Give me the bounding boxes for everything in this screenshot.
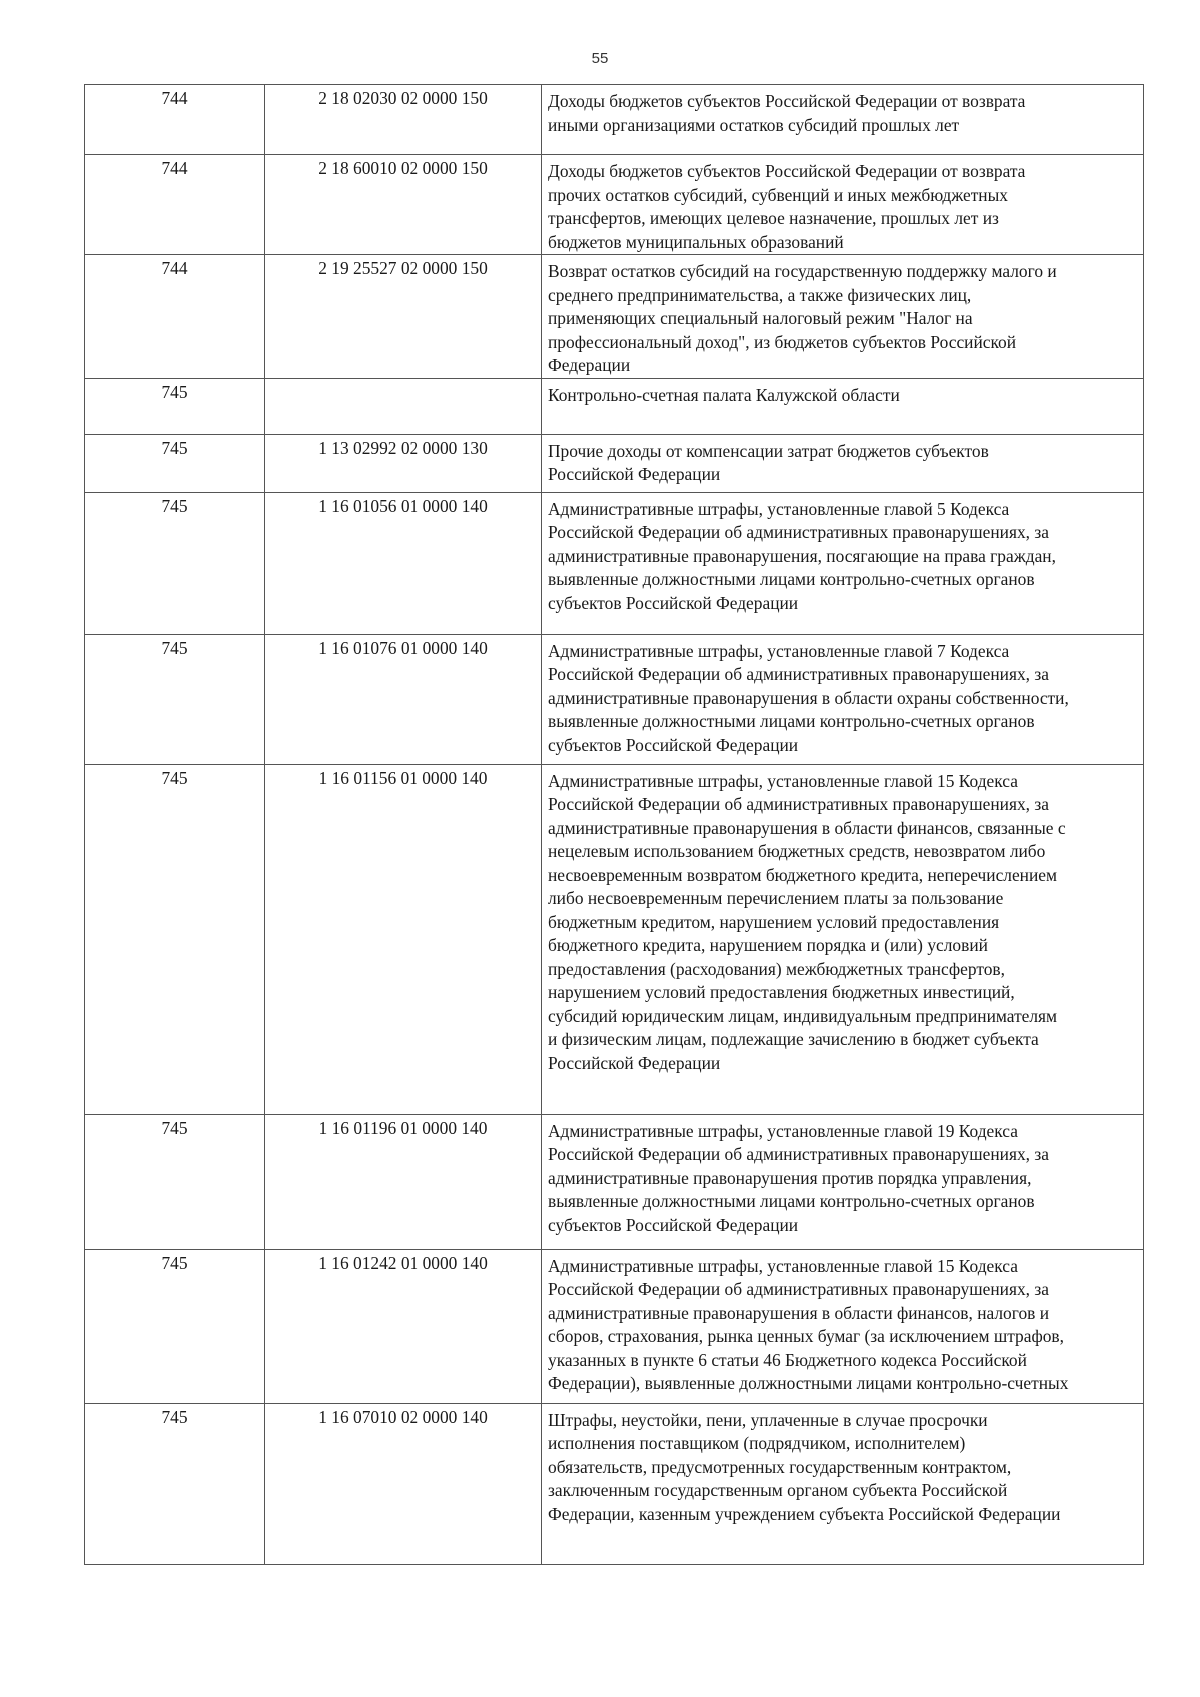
revenue-name-cell xyxy=(542,155,1144,255)
budget-code-cell: 1 16 01242 01 0000 140 xyxy=(265,1249,542,1403)
budget-code-cell: 2 19 25527 02 0000 150 xyxy=(265,255,542,379)
admin-code-cell: 745 xyxy=(85,492,265,634)
revenue-name-text: Административные штрафы, установленные главой 19 Кодекса Российской Федерации об административных правонарушениях, за административные правонарушения против порядка управления, выявленные должностными лицами контрольно-счетных органов субъектов Российской Федерации xyxy=(548,1120,1049,1235)
table-row xyxy=(85,85,1144,155)
budget-code-cell: 1 13 02992 02 0000 130 xyxy=(265,434,542,492)
revenue-name-text: Доходы бюджетов субъектов Российской Федерации от возврата прочих остатков субсидий, субвенций и иных межбюджетных трансфертов, имеющих целевое назначение, прошлых лет из бюджетов муниципальных образований xyxy=(548,161,1026,252)
budget-code-cell: 1 16 07010 02 0000 140 xyxy=(265,1403,542,1564)
admin-code-cell: 744 xyxy=(85,85,265,155)
revenue-name-text: Контрольно-счетная палата Калужской области xyxy=(548,384,900,405)
revenue-name-text: Доходы бюджетов субъектов Российской Федерации от возврата иными организациями остатков субсидий прошлых лет xyxy=(548,91,1026,135)
table-row xyxy=(85,1249,1144,1403)
budget-code-cell: 2 18 02030 02 0000 150 xyxy=(265,85,542,155)
table-row xyxy=(85,155,1144,255)
table-row xyxy=(85,378,1144,434)
admin-code-cell: 745 xyxy=(85,1114,265,1249)
admin-code-cell: 745 xyxy=(85,1403,265,1564)
revenue-name-text: Административные штрафы, установленные главой 5 Кодекса Российской Федерации об административных правонарушениях, за административные правонарушения, посягающие на права граждан, выявленные должностными лицами контрольно-счетных органов субъектов Российской Федерации xyxy=(548,498,1056,613)
revenue-name-cell xyxy=(542,1114,1144,1249)
revenue-name-cell xyxy=(542,255,1144,379)
revenue-name-cell xyxy=(542,1249,1144,1403)
table-row xyxy=(85,1403,1144,1564)
revenue-name-cell xyxy=(542,492,1144,634)
revenue-name-cell xyxy=(542,434,1144,492)
revenue-name-text: Административные штрафы, установленные главой 7 Кодекса Российской Федерации об административных правонарушениях, за административные правонарушения в области охраны собственности, выявленные должностными лицами контрольно-счетных органов субъектов Российской Федерации xyxy=(548,640,1069,755)
admin-code-cell: 744 xyxy=(85,155,265,255)
table-row xyxy=(85,1114,1144,1249)
revenue-name-cell xyxy=(542,85,1144,155)
table-row xyxy=(85,434,1144,492)
admin-code-cell: 745 xyxy=(85,1249,265,1403)
budget-code-cell xyxy=(265,378,542,434)
budget-code-cell: 1 16 01076 01 0000 140 xyxy=(265,634,542,764)
revenue-name-cell xyxy=(542,378,1144,434)
table-row xyxy=(85,634,1144,764)
revenue-name-cell xyxy=(542,764,1144,1114)
revenue-name-text: Прочие доходы от компенсации затрат бюджетов субъектов Российской Федерации xyxy=(548,440,989,484)
revenue-name-text: Возврат остатков субсидий на государственную поддержку малого и среднего предпринимательства, а также физических лиц, применяющих специальный налоговый режим "Налог на профессиональный доход", из бюджетов субъектов Российской Федерации xyxy=(548,261,1057,375)
table-row xyxy=(85,764,1144,1114)
budget-code-cell: 2 18 60010 02 0000 150 xyxy=(265,155,542,255)
budget-code-cell: 1 16 01196 01 0000 140 xyxy=(265,1114,542,1249)
revenue-name-text: Административные штрафы, установленные главой 15 Кодекса Российской Федерации об административных правонарушениях, за административные правонарушения в области финансов, связанные с нецелевым использованием бюджетных средств, невозвратом либо несвоевременным возвратом бюджетного кредита, неперечислением либо несвоевременным перечислением платы за пользование бюджетным кредитом, нарушением условий предоставления бюджетного кредита, нарушением порядка и (или) условий предоставления (расходования) межбюджетных трансфертов, нарушением условий предоставления бюджетных инвестиций, субсидий юридическим лицам, индивидуальным предпринимателям и физическим лицам, подлежащие зачислению в бюджет субъекта Российской Федерации xyxy=(548,770,1066,1073)
revenue-name-text: Штрафы, неустойки, пени, уплаченные в случае просрочки исполнения поставщиком (подрядчиком, исполнителем) обязательств, предусмотренных государственным контрактом, заключенным государственным органом субъекта Российской Федерации, казенным учреждением субъекта Российской Федерации xyxy=(548,1409,1061,1524)
table-row xyxy=(85,492,1144,634)
budget-code-cell: 1 16 01156 01 0000 140 xyxy=(265,764,542,1114)
revenue-name-text: Административные штрафы, установленные главой 15 Кодекса Российской Федерации об административных правонарушениях, за административные правонарушения в области финансов, налогов и сборов, страхования, рынка ценных бумаг (за исключением штрафов, указанных в пункте 6 статьи 46 Бюджетного кодекса Российской Федерации), выявленные должностными лицами контрольно-счетных xyxy=(548,1255,1069,1393)
revenue-name-cell xyxy=(542,1403,1144,1564)
revenue-name-cell xyxy=(542,634,1144,764)
admin-code-cell: 745 xyxy=(85,434,265,492)
budget-code-cell: 1 16 01056 01 0000 140 xyxy=(265,492,542,634)
admin-code-cell: 744 xyxy=(85,255,265,379)
admin-code-cell: 745 xyxy=(85,764,265,1114)
revenue-codes-table xyxy=(84,84,1144,1565)
page-number: 55 xyxy=(591,50,609,67)
table-row xyxy=(85,255,1144,379)
admin-code-cell: 745 xyxy=(85,378,265,434)
admin-code-cell: 745 xyxy=(85,634,265,764)
